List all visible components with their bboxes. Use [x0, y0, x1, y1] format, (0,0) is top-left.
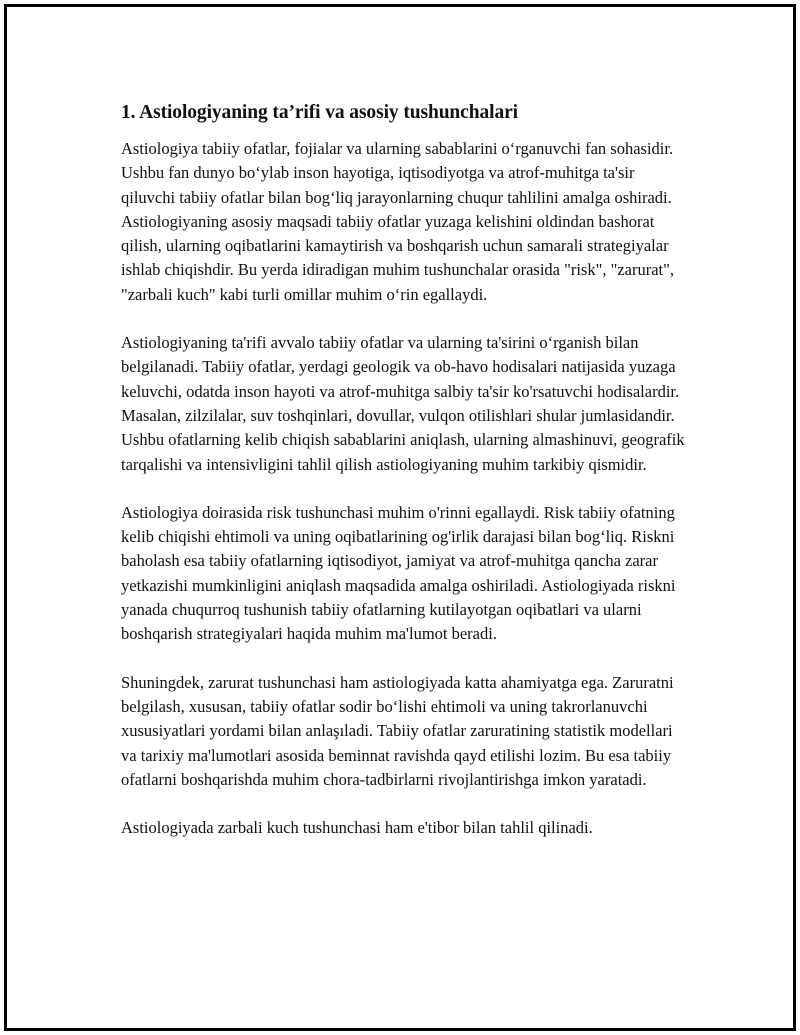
- section-heading: 1. Astiologiyaning ta’rifi va asosiy tushunchalari: [121, 102, 518, 123]
- paragraph-2: Astiologiyaning ta'rifi avvalo tabiiy ofatlar va ularning ta'sirini o‘rganish bilan belgilanadi. Tabiiy ofatlar, yerdagi geologik va ob-havo hodisalari natijasida yuzaga keluvchi, odatda inson hayoti va atrof-muhitga salbiy ta'sir ko'rsatuvchi hodisalardir. Masalan, zilzilalar, suv toshqinlari, dovullar, vulqon otilishlari shular jumlasidandir. Ushbu ofatlarning kelib chiqish sabablarini aniqlash, ularning almashinuvi, geografik tarqalishi va intensivligini tahlil qilish astiologiyaning muhim tarkibiy qismidir.: [121, 333, 685, 474]
- document-body: [121, 99, 691, 864]
- page-frame: [4, 4, 796, 1031]
- paragraph-5: Astiologiyada zarbali kuch tushunchasi ham e'tibor bilan tahlil qilinadi.: [121, 818, 593, 838]
- paragraph-3: Astiologiya doirasida risk tushunchasi muhim o'rinni egallaydi. Risk tabiiy ofatning kelib chiqishi ehtimoli va uning oqibatlarining og'irlik darajasi bilan bog‘liq. Riskni baholash esa tabiiy ofatlarning iqtisodiyot, jamiyat va atrof-muhitga qancha zarar yetkazishi mumkinligini aniqlash maqsadida amalga oshiriladi. Astiologiyada riskni yanada chuqurroq tushunish tabiiy ofatlarning kutilayotgan oqibatlari va ularni boshqarish strategiyalari haqida muhim ma'lumot beradi.: [121, 502, 676, 644]
- paragraph-1: Astiologiya tabiiy ofatlar, fojialar va ularning sabablarini o‘rganuvchi fan sohasidir. Ushbu fan dunyo bo‘ylab inson hayotiga, iqtisodiyotga va atrof-muhitga ta'sir qiluvchi tabiiy ofatlar bilan bog‘liq jarayonlarning chuqur tahlilini amalga oshiradi. Astiologiyaning asosiy maqsadi tabiiy ofatlar yuzaga kelishini oldindan bashorat qilish, ularning oqibatlarini kamaytirish va boshqarish uchun samarali strategiyalar ishlab chiqishdir. Bu yerda idiradigan muhim tushunchalar orasida "risk", "zarurat", "zarbali kuch" kabi turli omillar muhim o‘rin egallaydi.: [121, 139, 674, 304]
- paragraph-4: Shuningdek, zarurat tushunchasi ham astiologiyada katta ahamiyatga ega. Zaruratni belgilash, xususan, tabiiy ofatlar sodir bo‘lishi ehtimoli va uning takrorlanuvchi xususiyatlari yordami bilan anlaşıladi. Tabiiy ofatlar zaruratining statistik modellari va tarixiy ma'lumotlari asosida beminnat ravishda qayd etilishi lozim. Bu esa tabiiy ofatlarni boshqarishda muhim chora-tadbirlarni rivojlantirishga imkon yaratadi.: [121, 672, 674, 789]
